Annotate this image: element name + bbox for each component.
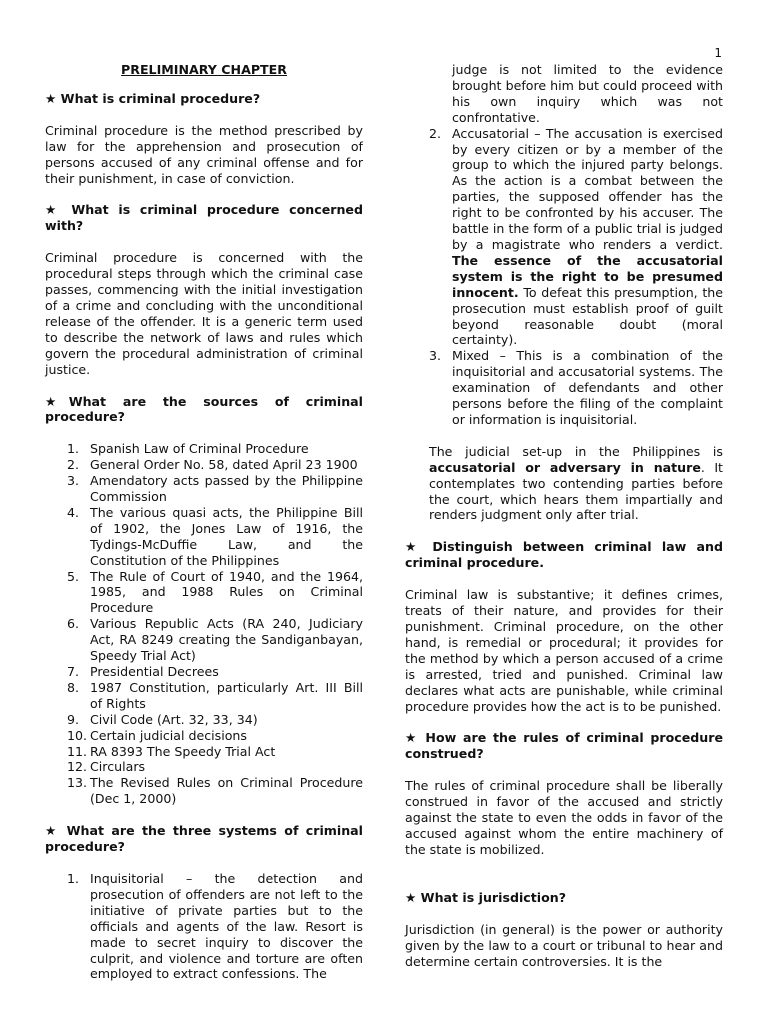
emphasis-text: The essence of the accusatorial system is the right to be presumed innocent.	[452, 252, 723, 300]
list-item: 6. Various Republic Acts (RA 240, Judiciary Act, RA 8249 creating the Sandiganbayan, Speedy Trial Act)	[67, 616, 363, 664]
answer-paragraph: Criminal procedure is the method prescribed by law for the apprehension and prosecution of persons accused of any criminal offense and for their punishment, in case of conviction.	[45, 122, 363, 186]
list-item: 3. Mixed – This is a combination of the inquisitorial and accusatorial systems. The examination of defendants and other persons before the filing of the complaint or information is inquisitorial.	[429, 348, 723, 427]
list-item: 1. Inquisitorial – the detection and prosecution of offenders are not left to the initiative of private parties but to the officials and agents of the law. Resort is made to secret inquiry to discover the culprit, and violence and torture are often employed to extract confessions. The	[67, 870, 363, 982]
systems-list	[45, 871, 363, 982]
list-item: 12. Circulars	[67, 759, 146, 775]
chapter-title: PRELIMINARY CHAPTER	[121, 62, 287, 77]
question-heading: ★ What is criminal procedure concerned with?	[45, 202, 363, 234]
list-item: 13. The Revised Rules on Criminal Procedure (Dec 1, 2000)	[67, 775, 363, 807]
list-item: 2. General Order No. 58, dated April 23 1900	[67, 457, 358, 473]
right-column	[405, 62, 723, 985]
answer-paragraph: Criminal procedure is concerned with the procedural steps through which the criminal case passes, commencing with the initial investigation of a crime and concluding with the unconditional release of the offender. It is a generic term used to describe the network of laws and rules which govern the procedural administration of criminal justice.	[45, 250, 363, 377]
list-item: 3. Amendatory acts passed by the Philippine Commission	[67, 473, 363, 505]
list-item: 9. Civil Code (Art. 32, 33, 34)	[67, 711, 258, 727]
list-item: 5. The Rule of Court of 1940, and the 1964, 1985, and 1988 Rules on Criminal Procedure	[67, 568, 363, 616]
emphasis-text: accusatorial or adversary in nature	[429, 459, 701, 475]
page-number: 1	[714, 46, 722, 60]
sources-list	[45, 441, 363, 807]
answer-paragraph: The rules of criminal procedure shall be liberally construed in favor of the accused and strictly against the state to even the odds in favor of the accused against whom the entire machinery of the state is mobilized.	[405, 778, 723, 857]
list-item: 10. Certain judicial decisions	[67, 727, 247, 743]
answer-paragraph: Jurisdiction (in general) is the power or authority given by the law to a court or tribunal to hear and determine certain controversies. It is the	[405, 921, 723, 969]
question-heading: ★ What is jurisdiction?	[405, 889, 566, 905]
question-heading: ★ What are the three systems of criminal procedure?	[45, 823, 363, 855]
list-item: 8. 1987 Constitution, particularly Art. III Bill of Rights	[67, 679, 363, 711]
left-column	[45, 62, 363, 982]
list-item: 7. Presidential Decrees	[67, 664, 219, 679]
answer-paragraph: Criminal law is substantive; it defines crimes, treats of their nature, and provides for their punishment. Criminal procedure, on the other hand, is remedial or procedural; it provides for the method by which a person accused of a crime is arrested, tried and punished. Criminal law declares what acts are punishable, while criminal procedure provides how the act is to be punished.	[405, 587, 723, 714]
list-item-continuation: judge is not limited to the evidence brought before him but could proceed with his own inquiry which was not confrontative.	[452, 62, 723, 125]
question-heading: ★ How are the rules of criminal procedure construed?	[405, 730, 723, 762]
answer-paragraph: The judicial set-up in the Philippines is accusatorial or adversary in nature. It contemplates two contending parties before the court, which hears them impartially and renders judgment only after trial.	[429, 443, 723, 523]
question-heading: ★What are the sources of criminal procedure?	[45, 393, 363, 425]
question-heading: ★ What is criminal procedure?	[45, 90, 261, 106]
list-item: 4. The various quasi acts, the Philippine Bill of 1902, the Jones Law of 1916, the Tydings-McDuffie Law, and the Constitution of the Philippines	[67, 504, 363, 568]
list-item: 1. Spanish Law of Criminal Procedure	[67, 441, 309, 457]
question-heading: ★ Distinguish between criminal law and criminal procedure.	[405, 539, 723, 571]
list-item: 11. RA 8393 The Speedy Trial Act	[67, 743, 276, 759]
list-item: 2. Accusatorial – The accusation is exercised by every citizen or by a member of the group to which the injured party belongs. As the action is a combat between the parties, the supposed offender has the right to be confronted by his accuser. The battle in the form of a public trial is judged by a magistrate who renders a verdict. The essence of the accusatorial system is the right to be presumed innocent. To defeat this presumption, the prosecution must establish proof of guilt beyond reasonable doubt (moral certainty).	[429, 125, 723, 348]
systems-list-continued	[405, 126, 723, 428]
